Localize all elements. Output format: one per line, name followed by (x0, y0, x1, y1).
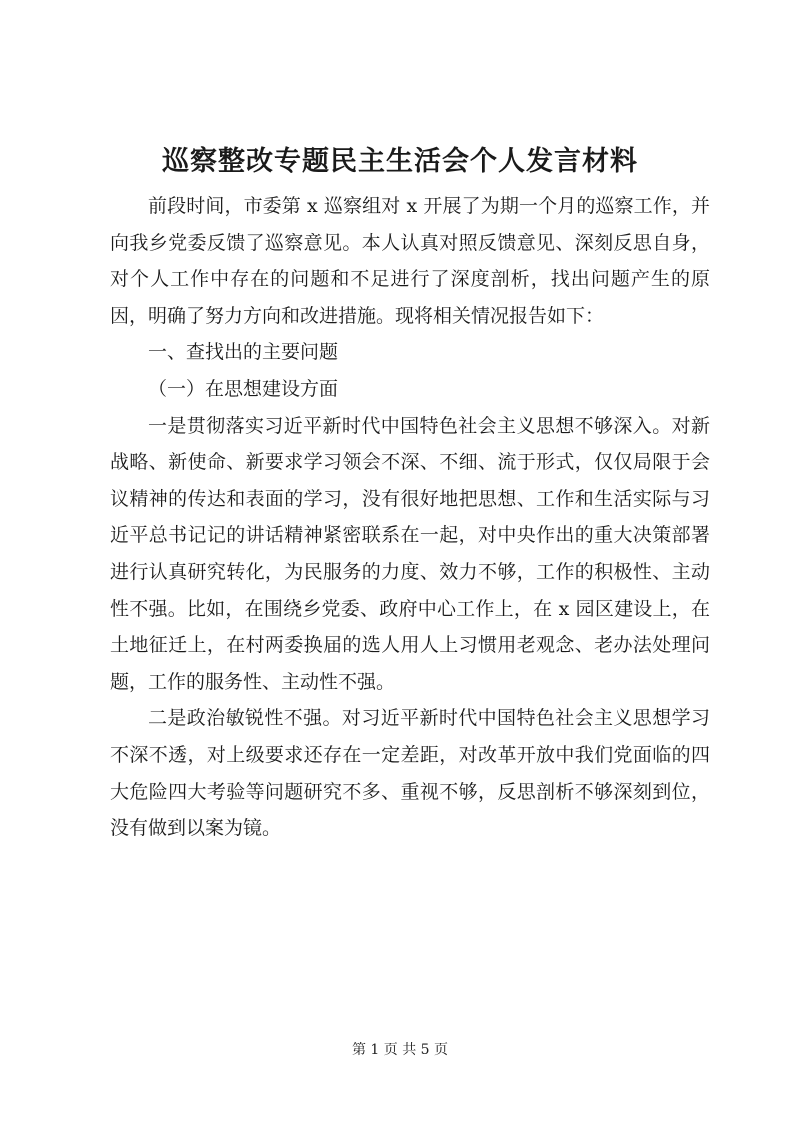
section-heading: 一、查找出的主要问题 (148, 341, 339, 364)
intro-paragraph: 前段时间，市委第 x 巡察组对 x 开展了为期一个月的巡察工作，并向我乡党委反馈了巡察意见。本人认真对照反馈意见、深刻反思自身，对个人工作中存在的问题和不足进行了深度剖析，找出问题产生的原因，明确了努力方向和改进措施。现将相关情况报告如下： (110, 195, 710, 327)
document-title: 巡察整改专题民主生活会个人发言材料 (162, 146, 638, 177)
document-body (110, 188, 710, 847)
page-number-footer: 第 1 页 共 5 页 (351, 1042, 449, 1058)
body-paragraph-2: 二是政治敏锐性不强。对习近平新时代中国特色社会主义思想学习不深不透，对上级要求还存在一定差距，对改革开放中我们党面临的四大危险四大考验等问题研究不多、重视不够，反思剖析不够深刻到位，没有做到以案为镜。 (110, 707, 710, 840)
body-paragraph-1: 一是贯彻落实习近平新时代中国特色社会主义思想不够深入。对新战略、新使命、新要求学习领会不深、不细、流于形式，仅仅局限于会议精神的传达和表面的学习，没有很好地把思想、工作和生活实际与习近平总书记记的讲话精神紧密联系在一起，对中央作出的重大决策部署进行认真研究转化，为民服务的力度、效力不够，工作的积极性、主动性不强。比如，在围绕乡党委、政府中心工作上，在 x 园区建设上，在土地征迁上，在村两委换届的选人用人上习惯用老观念、老办法处理问题，工作的服务性、主动性不强。 (110, 414, 710, 693)
subsection-heading: （一）在思想建设方面 (148, 377, 339, 400)
